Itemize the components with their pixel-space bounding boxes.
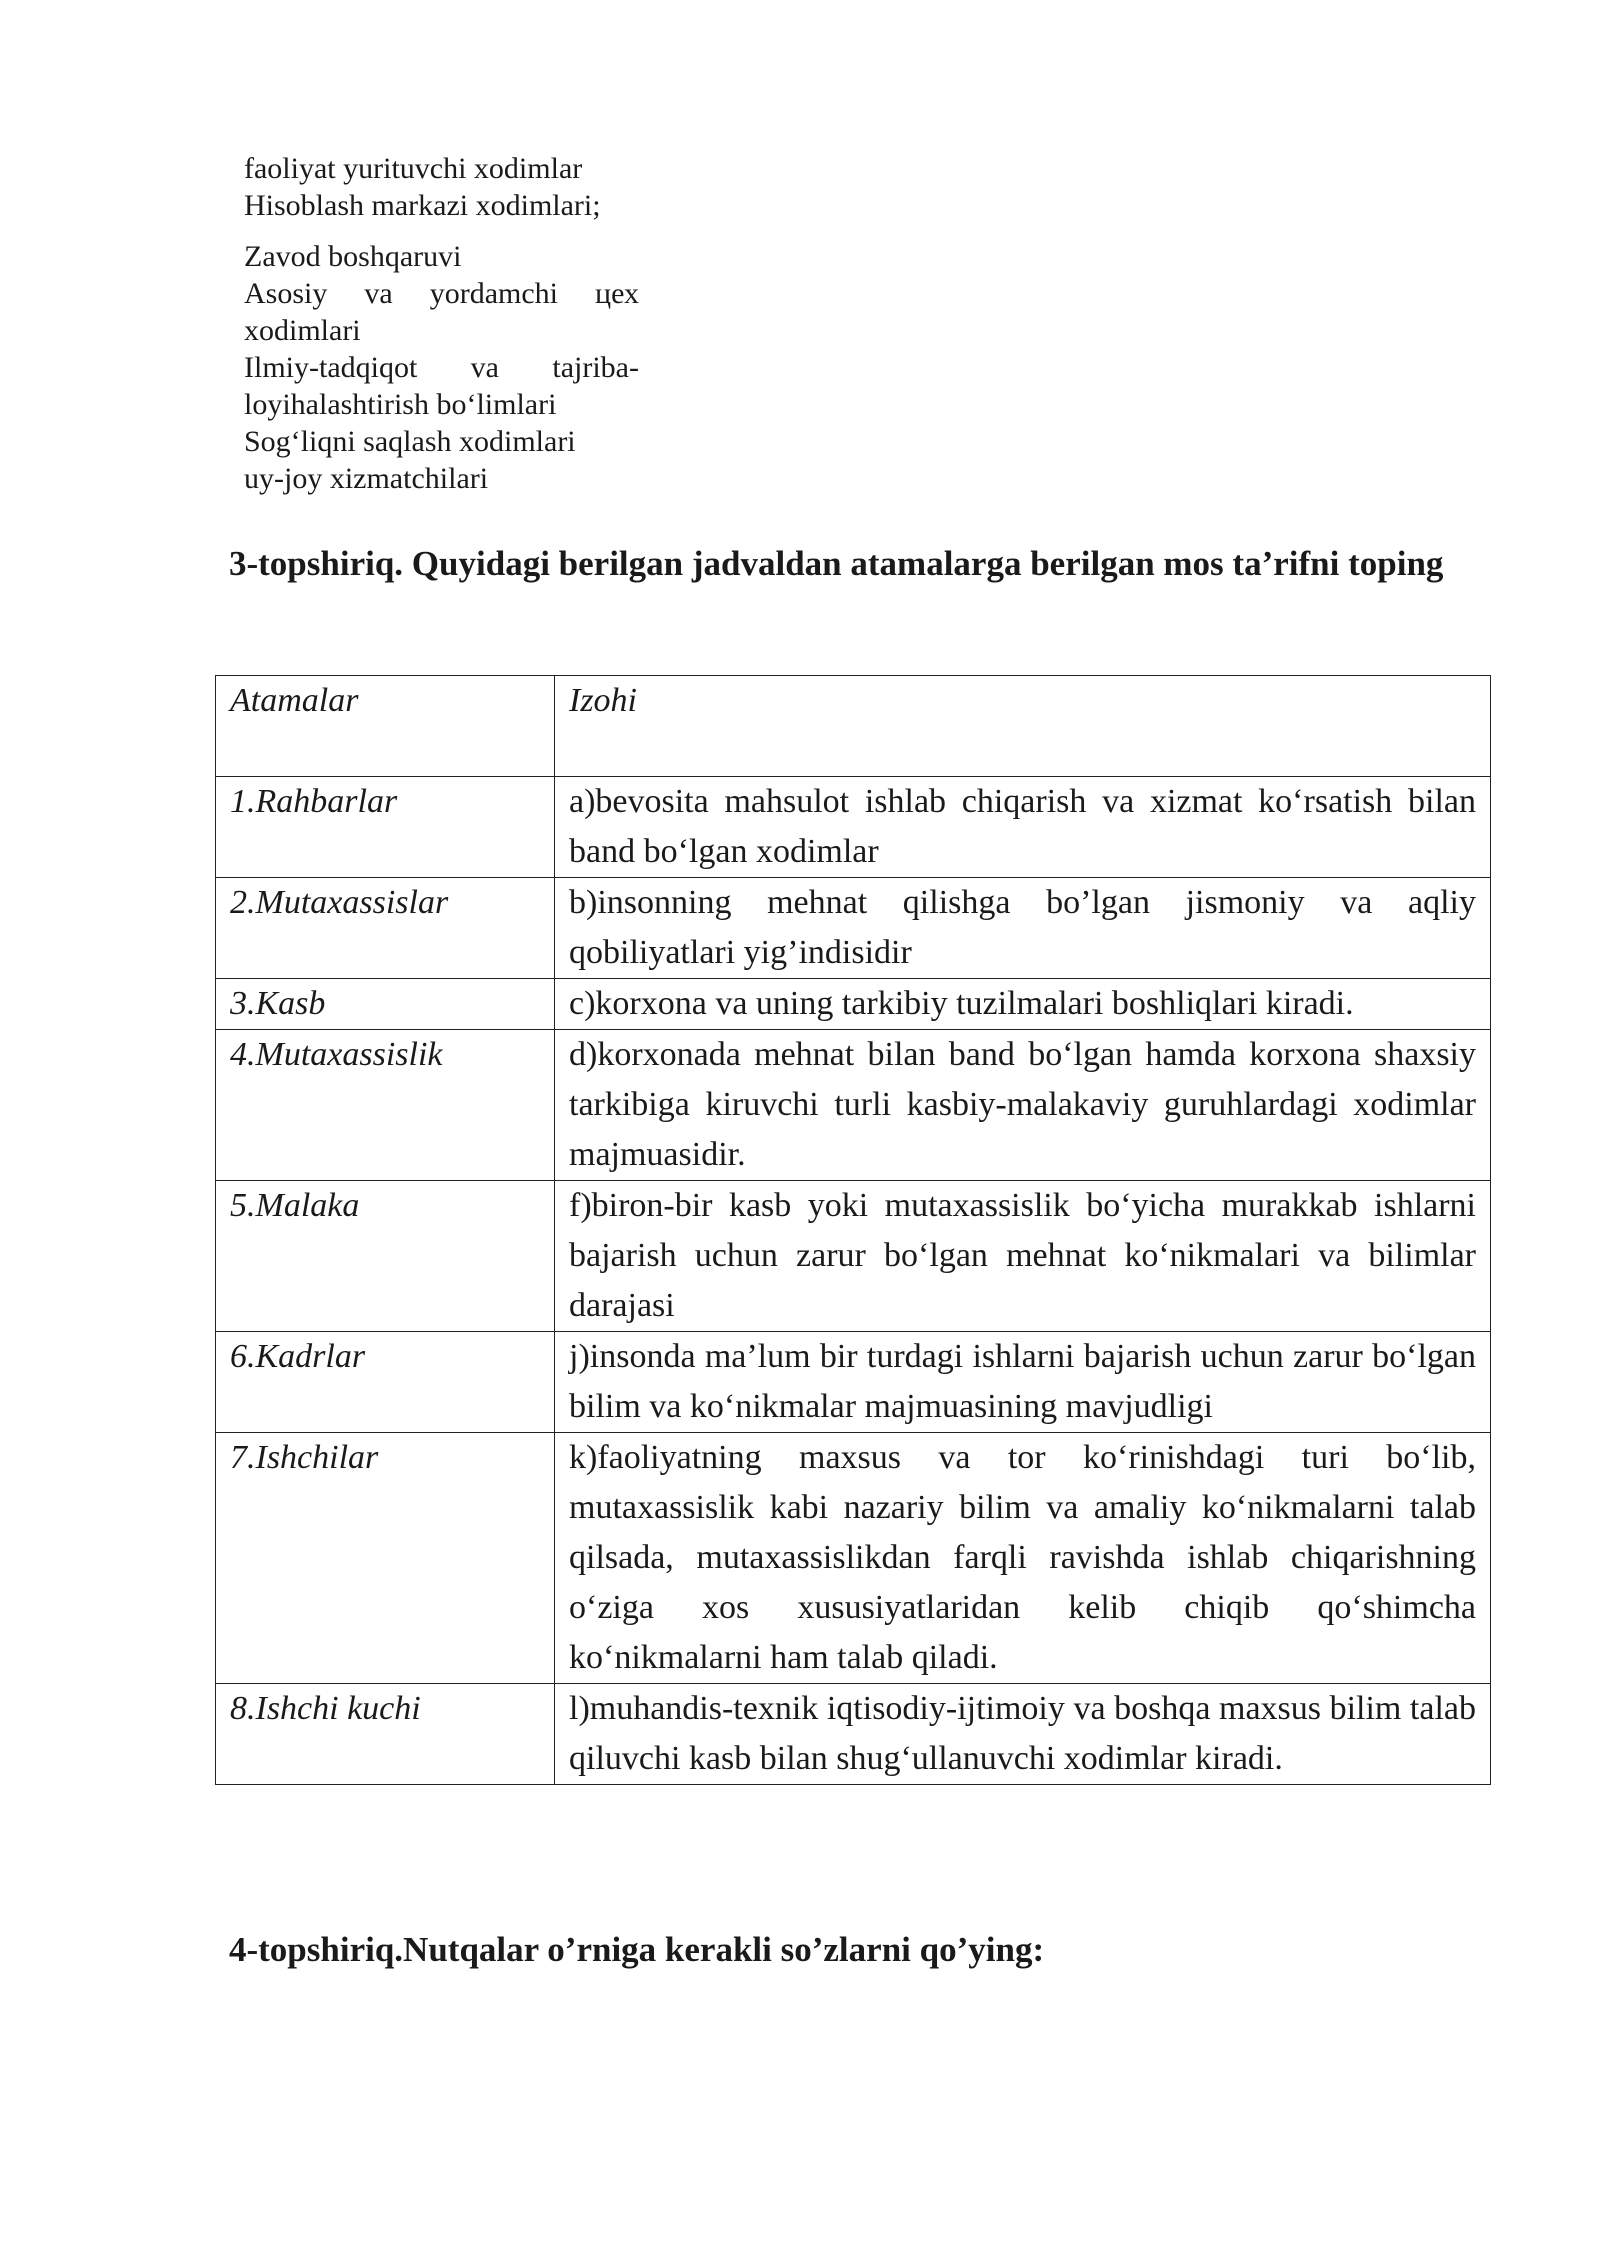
description-cell: a)bevosita mahsulot ishlab chiqarish va xizmat ko‘rsatish bilan band bo‘lgan xodimlar xyxy=(555,777,1491,878)
description-cell: c)korxona va uning tarkibiy tuzilmalari boshliqlari kiradi. xyxy=(555,979,1491,1030)
table-row xyxy=(216,777,1491,878)
table-row xyxy=(216,1433,1491,1684)
column-header-description: Izohi xyxy=(555,676,1491,777)
table-row xyxy=(216,1030,1491,1181)
term-cell: 5.Malaka xyxy=(216,1181,555,1332)
table-header-row xyxy=(216,676,1491,777)
list-line: Asosiy va yordamchi цех xyxy=(244,277,639,310)
list-line: Sog‘liqni saqlash xodimlari xyxy=(244,425,576,458)
list-line: faoliyat yurituvchi xodimlar xyxy=(244,152,583,185)
description-cell: d)korxonada mehnat bilan band bo‘lgan hamda korxona shaxsiy tarkibiga kiruvchi turli kasbiy-malakaviy guruhlardagi xodimlar majmuasidir. xyxy=(555,1030,1491,1181)
list-line: uy-joy xizmatchilari xyxy=(244,462,489,495)
list-line: loyihalashtirish bo‘limlari xyxy=(244,388,557,421)
task4-heading: 4-topshiriq.Nutqalar o’rniga kerakli so’zlarni qo’ying: xyxy=(229,1930,1045,1969)
list-line: Hisoblash markazi xodimlari; xyxy=(244,189,601,222)
table-row xyxy=(216,878,1491,979)
table-row xyxy=(216,1181,1491,1332)
list-line: xodimlari xyxy=(244,314,361,347)
table-row xyxy=(216,1684,1491,1785)
term-cell: 6.Kadrlar xyxy=(216,1332,555,1433)
table-row xyxy=(216,1332,1491,1433)
term-cell: 4.Mutaxassislik xyxy=(216,1030,555,1181)
task3-heading: 3-topshiriq. Quyidagi berilgan jadvaldan atamalarga berilgan mos ta’rifni toping xyxy=(229,544,1444,583)
description-cell: j)insonda ma’lum bir turdagi ishlarni bajarish uchun zarur bo‘lgan bilim va ko‘nikmalar majmuasining mavjudligi xyxy=(555,1332,1491,1433)
term-cell: 3.Kasb xyxy=(216,979,555,1030)
column-header-terms: Atamalar xyxy=(216,676,555,777)
table-row xyxy=(216,979,1491,1030)
workforce-categories-list xyxy=(244,150,639,497)
list-line: Zavod boshqaruvi xyxy=(244,240,462,273)
terms-table xyxy=(215,675,1491,1785)
term-cell: 1.Rahbarlar xyxy=(216,777,555,878)
list-line: Ilmiy-tadqiqot va tajriba- xyxy=(244,351,639,384)
description-cell: k)faoliyatning maxsus va tor ko‘rinishdagi turi bo‘lib, mutaxassislik kabi nazariy bilim va amaliy ko‘nikmalarni talab qilsada, mutaxassislikdan farqli ravishda ishlab chiqarishning o‘ziga xos xususiyatlaridan kelib chiqib qo‘shimcha ko‘nikmalarni ham talab qiladi. xyxy=(555,1433,1491,1684)
description-cell: l)muhandis-texnik iqtisodiy-ijtimoiy va boshqa maxsus bilim talab qiluvchi kasb bilan shug‘ullanuvchi xodimlar kiradi. xyxy=(555,1684,1491,1785)
spacer xyxy=(244,224,639,238)
term-cell: 7.Ishchilar xyxy=(216,1433,555,1684)
term-cell: 8.Ishchi kuchi xyxy=(216,1684,555,1785)
term-cell: 2.Mutaxassislar xyxy=(216,878,555,979)
description-cell: f)biron-bir kasb yoki mutaxassislik bo‘yicha murakkab ishlarni bajarish uchun zarur bo‘lgan mehnat ko‘nikmalari va bilimlar darajasi xyxy=(555,1181,1491,1332)
description-cell: b)insonning mehnat qilishga bo’lgan jismoniy va aqliy qobiliyatlari yig’indisidir xyxy=(555,878,1491,979)
